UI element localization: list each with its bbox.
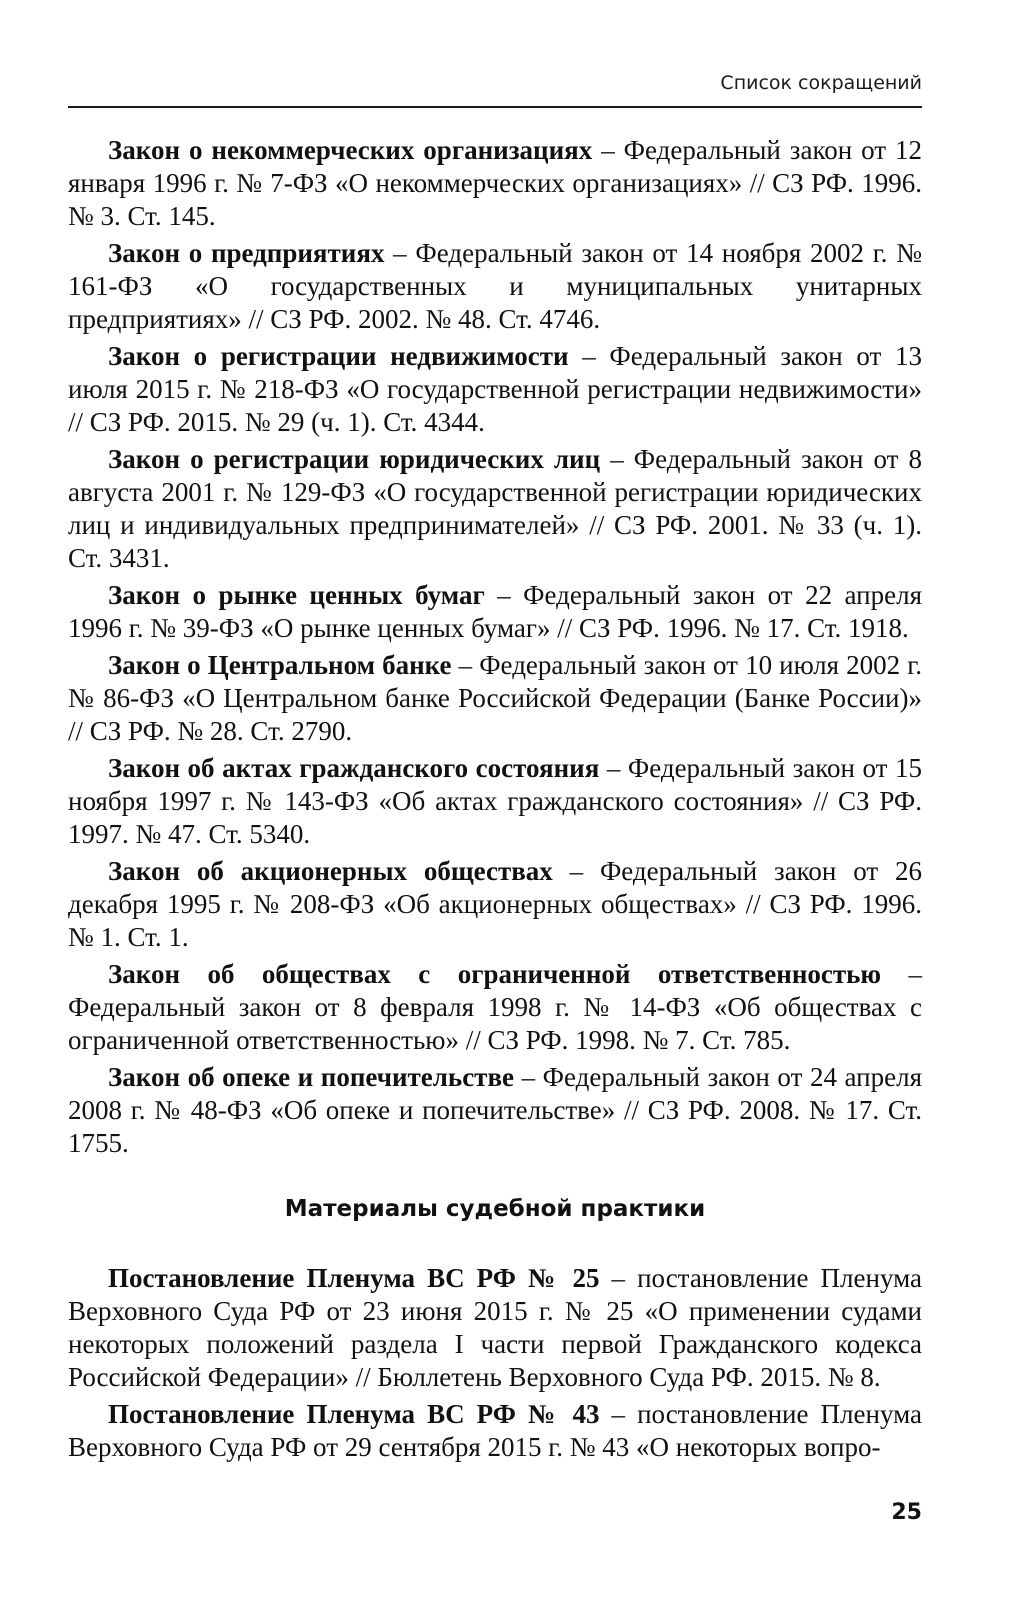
law-text: – Федеральный закон от 13 июля 2015 г. № 218-ФЗ «О государственной регистрации недвижимости» // СЗ РФ. 2015. № 29 (ч. 1). Ст. 4344. bbox=[68, 341, 922, 437]
law-term: Закон о регистрации юридических лиц bbox=[108, 444, 601, 474]
document-page bbox=[68, 0, 922, 1600]
law-term: Закон о рынке ценных бумаг bbox=[108, 580, 485, 610]
law-entry bbox=[68, 443, 922, 575]
law-entry bbox=[68, 1061, 922, 1160]
law-entry bbox=[68, 855, 922, 954]
law-term: Закон об опеке и попечительстве bbox=[108, 1062, 515, 1092]
law-entry bbox=[68, 649, 922, 748]
law-term: Закон о Центральном банке bbox=[108, 650, 452, 680]
law-text: – Федеральный закон от 8 августа 2001 г. № 129-ФЗ «О государственной регистрации юридических лиц и индивидуальных предпринимателей» // СЗ РФ. 2001. № 33 (ч. 1). Ст. 3431. bbox=[68, 444, 922, 573]
law-text: – Федеральный закон от 26 декабря 1995 г. № 208-ФЗ «Об акционерных обществах» // СЗ РФ. 1996. № 1. Ст. 1. bbox=[68, 856, 922, 952]
law-term: Закон об актах гражданского состояния bbox=[108, 753, 600, 783]
law-text: – Федеральный закон от 14 ноября 2002 г. № 161-ФЗ «О государственных и муниципальных унитарных предприятиях» // СЗ РФ. 2002. № 48. Ст. 4746. bbox=[68, 238, 922, 334]
law-text: – Федеральный закон от 8 февраля 1998 г. № 14-ФЗ «Об обществах с ограниченной ответственностью» // СЗ РФ. 1998. № 7. Ст. 785. bbox=[68, 959, 922, 1055]
law-entry bbox=[68, 134, 922, 233]
law-text: – Федеральный закон от 15 ноября 1997 г. № 143-ФЗ «Об актах гражданского состояния» // СЗ РФ. 1997. № 47. Ст. 5340. bbox=[68, 753, 922, 849]
law-term: Закон о регистрации недвижимости bbox=[108, 341, 569, 371]
law-text: – Федеральный закон от 24 апреля 2008 г. № 48-ФЗ «Об опеке и попечительстве» // СЗ РФ. 2008. № 17. Ст. 1755. bbox=[68, 1062, 922, 1158]
court-entry bbox=[68, 1398, 922, 1464]
law-entry bbox=[68, 958, 922, 1057]
court-entry bbox=[68, 1262, 922, 1394]
court-term: Постановление Пленума ВС РФ № 43 bbox=[108, 1399, 600, 1429]
law-term: Закон об обществах с ограниченной ответственностью bbox=[108, 959, 882, 989]
law-term: Закон о некоммерческих организациях bbox=[108, 135, 593, 165]
header-rule bbox=[68, 106, 922, 108]
page-number: 25 bbox=[891, 1500, 922, 1525]
abbreviations-list bbox=[68, 134, 922, 1468]
law-text: – Федеральный закон от 10 июля 2002 г. № 86-ФЗ «О Центральном банке Российской Федерации (Банке России)» // СЗ РФ. № 28. Ст. 2790. bbox=[68, 650, 923, 746]
court-text: – постановление Пленума Верховного Суда РФ от 23 июня 2015 г. № 25 «О применении судами некоторых положений раздела I части первой Гражданского кодекса Российской Федерации» // Бюллетень Верховного Суда РФ. 2015. № 8. bbox=[68, 1263, 922, 1392]
law-term: Закон о предприятиях bbox=[108, 238, 385, 268]
law-entry bbox=[68, 752, 922, 851]
law-entry bbox=[68, 340, 922, 439]
court-term: Постановление Пленума ВС РФ № 25 bbox=[108, 1263, 600, 1293]
running-header: Список сокращений bbox=[720, 72, 922, 94]
law-text: – Федеральный закон от 12 января 1996 г. № 7-ФЗ «О некоммерческих организациях» // СЗ РФ. 1996. № 3. Ст. 145. bbox=[68, 135, 922, 231]
law-entry bbox=[68, 579, 922, 645]
law-text: – Федеральный закон от 22 апреля 1996 г. № 39-ФЗ «О рынке ценных бумаг» // СЗ РФ. 1996. № 17. Ст. 1918. bbox=[68, 580, 922, 643]
law-term: Закон об акционерных обществах bbox=[108, 856, 553, 886]
court-text: – постановление Пленума Верховного Суда РФ от 29 сентября 2015 г. № 43 «О некоторых вопро- bbox=[68, 1399, 922, 1462]
section-heading: Материалы судебной практики bbox=[284, 1196, 706, 1222]
law-entry bbox=[68, 237, 922, 336]
